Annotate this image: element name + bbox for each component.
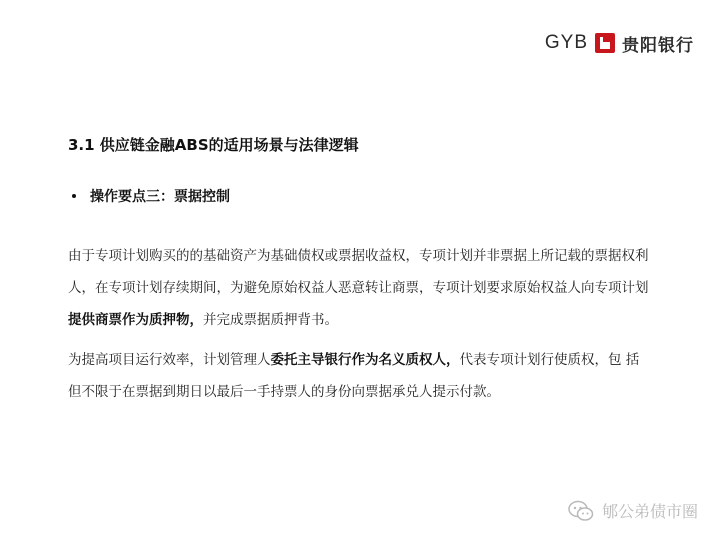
bank-emblem-icon: [594, 32, 616, 54]
emphasis-pledge: 提供商票作为质押物，: [68, 312, 203, 328]
paragraph-2: [68, 344, 688, 408]
paragraph-1-line-3: [68, 304, 688, 336]
bullet-heading-text: 操作要点三：票据控制: [90, 189, 230, 205]
wechat-icon: [568, 500, 594, 522]
bank-name: 贵阳银行: [622, 35, 694, 56]
paragraph-2-line-1: [68, 344, 688, 376]
paragraph-2-line-1-pre: 为提高项目运行效率，计划管理人: [68, 352, 271, 368]
section-title: 3.1 供应链金融ABS的适用场景与法律逻辑: [68, 136, 359, 154]
watermark-text: 郇公弟债市圈: [601, 502, 698, 521]
watermark: [568, 499, 698, 522]
paragraph-1-line-2: 人，在专项计划存续期间，为避免原始权益人恶意转让商票，专项计划要求原始权益人向专项计划: [68, 280, 649, 296]
paragraph-2-line-2: 但不限于在票据到期日以最后一手持票人的身份向票据承兑人提示付款。: [68, 384, 500, 400]
bullet-dot-icon: [72, 194, 76, 198]
paragraph-1-line-1: 由于专项计划购买的的基础资产为基础债权或票据收益权，专项计划并非票据上所记载的票据权利: [68, 248, 649, 264]
paragraph-1: [68, 240, 688, 336]
paragraph-1-line-3-rest: 并完成票据质押背书。: [203, 312, 338, 328]
bank-logo: [545, 28, 694, 58]
logo-abbreviation: GYB: [544, 32, 588, 53]
emphasis-nominal-pledgee: 委托主导银行作为名义质权人，: [270, 352, 460, 368]
bullet-heading: [72, 186, 230, 206]
paragraph-2-line-1-post: 代表专项计划行使质权，包 括: [459, 352, 640, 368]
